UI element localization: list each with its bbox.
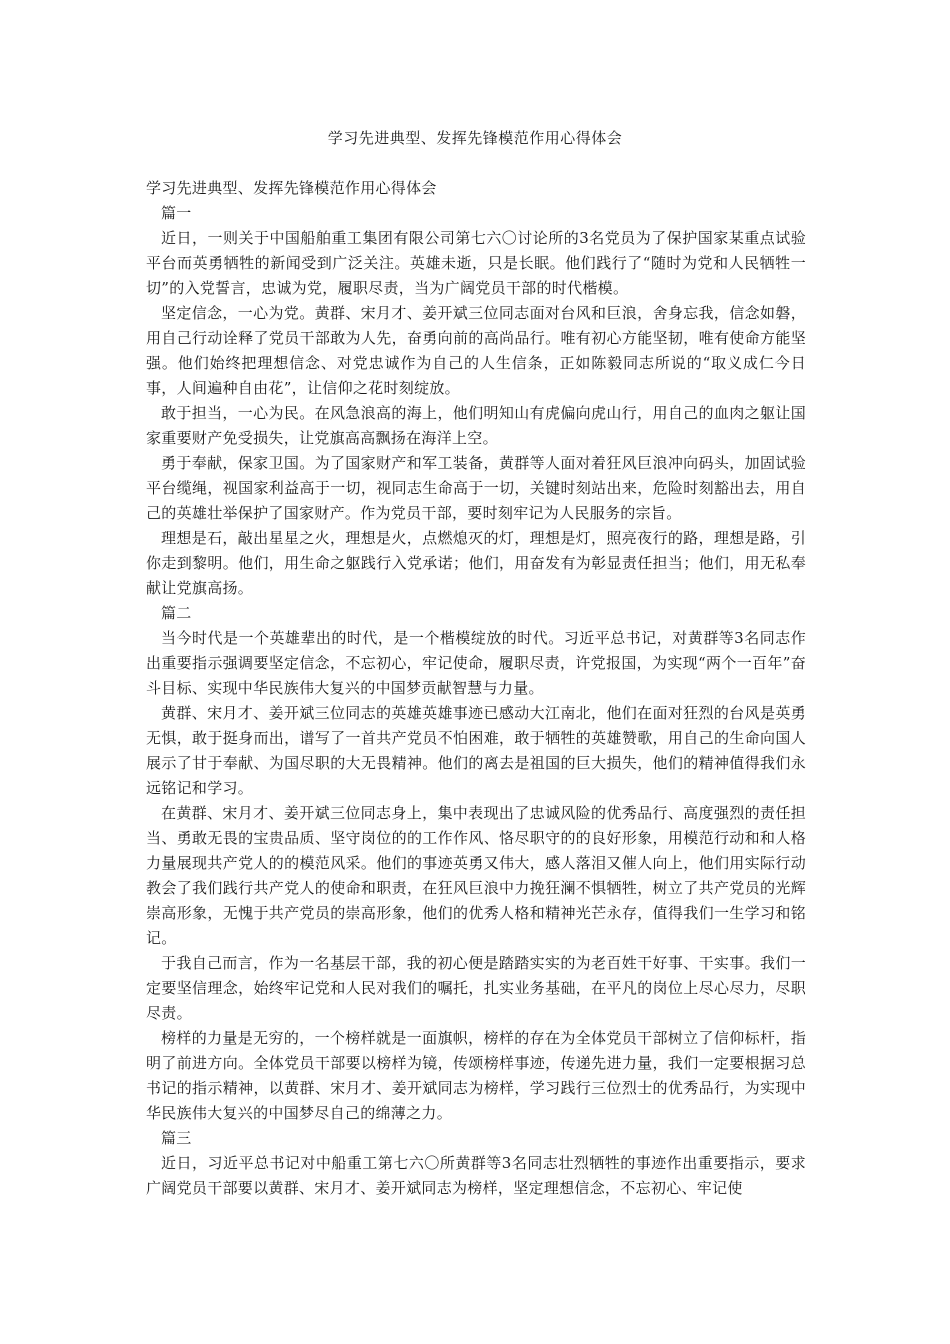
document-title: 学习先进典型、发挥先锋模范作用心得体会 (327, 129, 623, 147)
paragraph: 勇于奉献，保家卫国。为了国家财产和军工装备，黄群等人面对着狂风巨浪冲向码头，加固试验平台缆绳，视国家利益高于一切，视同志生命高于一切，关键时刻站出来，危险时刻豁出去，用自己的英雄壮举保护了国家财产。作为党员干部，要时刻牢记为人民服务的宗旨。 (146, 454, 806, 522)
document-subtitle: 学习先进典型、发挥先锋模范作用心得体会 (146, 179, 437, 197)
paragraph: 理想是石，敲出星星之火，理想是火，点燃熄灭的灯，理想是灯，照亮夜行的路，理想是路，引你走到黎明。他们，用生命之躯践行入党承诺；他们，用奋发有为彰显责任担当；他们，用无私奉献让党旗高扬。 (146, 529, 806, 597)
paragraph: 当今时代是一个英雄辈出的时代，是一个楷模绽放的时代。习近平总书记，对黄群等3名同志作出重要指示强调要坚定信念，不忘初心，牢记使命，履职尽责，许党报国，为实现“两个一百年”奋斗目标、实现中华民族伟大复兴的中国梦贡献智慧与力量。 (146, 629, 806, 697)
paragraph: 近日，习近平总书记对中船重工第七六〇所黄群等3名同志壮烈牺牲的事迹作出重要指示，要求广阔党员干部要以黄群、宋月才、姜开斌同志为榜样，坚定理想信念，不忘初心、牢记使 (146, 1154, 806, 1197)
section-label-2: 篇二 (161, 604, 192, 622)
paragraph: 在黄群、宋月才、姜开斌三位同志身上，集中表现出了忠诚风险的优秀品行、高度强烈的责任担当、勇敢无畏的宝贵品质、坚守岗位的的工作作风、恪尽职守的的良好形象，用模范行动和和人格力量展现共产党人的的模范风采。他们的事迹英勇又伟大，感人落泪又催人向上，他们用实际行动教会了我们践行共产党人的使命和职责，在狂风巨浪中力挽狂澜不惧牺牲，树立了共产党员的光辉崇高形象，无愧于共产党员的崇高形象，他们的优秀人格和精神光芒永存，值得我们一生学习和铭记。 (146, 804, 806, 947)
paragraph: 榜样的力量是无穷的，一个榜样就是一面旗帜，榜样的存在为全体党员干部树立了信仰标杆，指明了前进方向。全体党员干部要以榜样为镜，传颂榜样事迹，传递先进力量，我们一定要根据习总书记的指示精神，以黄群、宋月才、姜开斌同志为榜样，学习践行三位烈士的优秀品行，为实现中华民族伟大复兴的中国梦尽自己的绵薄之力。 (146, 1029, 806, 1122)
section-label-1: 篇一 (161, 204, 192, 222)
paragraph: 近日，一则关于中国船舶重工集团有限公司第七六〇讨论所的3名党员为了保护国家某重点试验平台而英勇牺牲的新闻受到广泛关注。英雄未逝，只是长眠。他们践行了“随时为党和人民牺牲一切”的入党誓言，忠诚为党，履职尽责，当为广阔党员干部的时代楷模。 (146, 229, 806, 297)
paragraph: 黄群、宋月才、姜开斌三位同志的英雄英雄事迹已感动大江南北，他们在面对狂烈的台风是英勇无惧，敢于挺身而出，谱写了一首共产党员不怕困难，敢于牺牲的英雄赞歌，用自己的生命向国人展示了甘于奉献、为国尽职的大无畏精神。他们的离去是祖国的巨大损失，他们的精神值得我们永远铭记和学习。 (146, 704, 806, 797)
document-body (146, 176, 806, 1201)
section-label-3: 篇三 (161, 1129, 192, 1147)
paragraph: 坚定信念，一心为党。黄群、宋月才、姜开斌三位同志面对台风和巨浪，舍身忘我，信念如磐，用自己行动诠释了党员干部敢为人先，奋勇向前的高尚品行。唯有初心方能坚韧，唯有使命方能坚强。他们始终把理想信念、对党忠诚作为自己的人生信条，正如陈毅同志所说的“取义成仁今日事，人间遍种自由花”，让信仰之花时刻绽放。 (146, 304, 806, 397)
paragraph: 于我自己而言，作为一名基层干部，我的初心便是踏踏实实的为老百姓干好事、干实事。我们一定要坚信理念，始终牢记党和人民对我们的嘱托，扎实业务基础，在平凡的岗位上尽心尽力，尽职尽责。 (146, 954, 806, 1022)
paragraph: 敢于担当，一心为民。在风急浪高的海上，他们明知山有虎偏向虎山行，用自己的血肉之躯让国家重要财产免受损失，让党旗高高飘扬在海洋上空。 (146, 404, 806, 447)
